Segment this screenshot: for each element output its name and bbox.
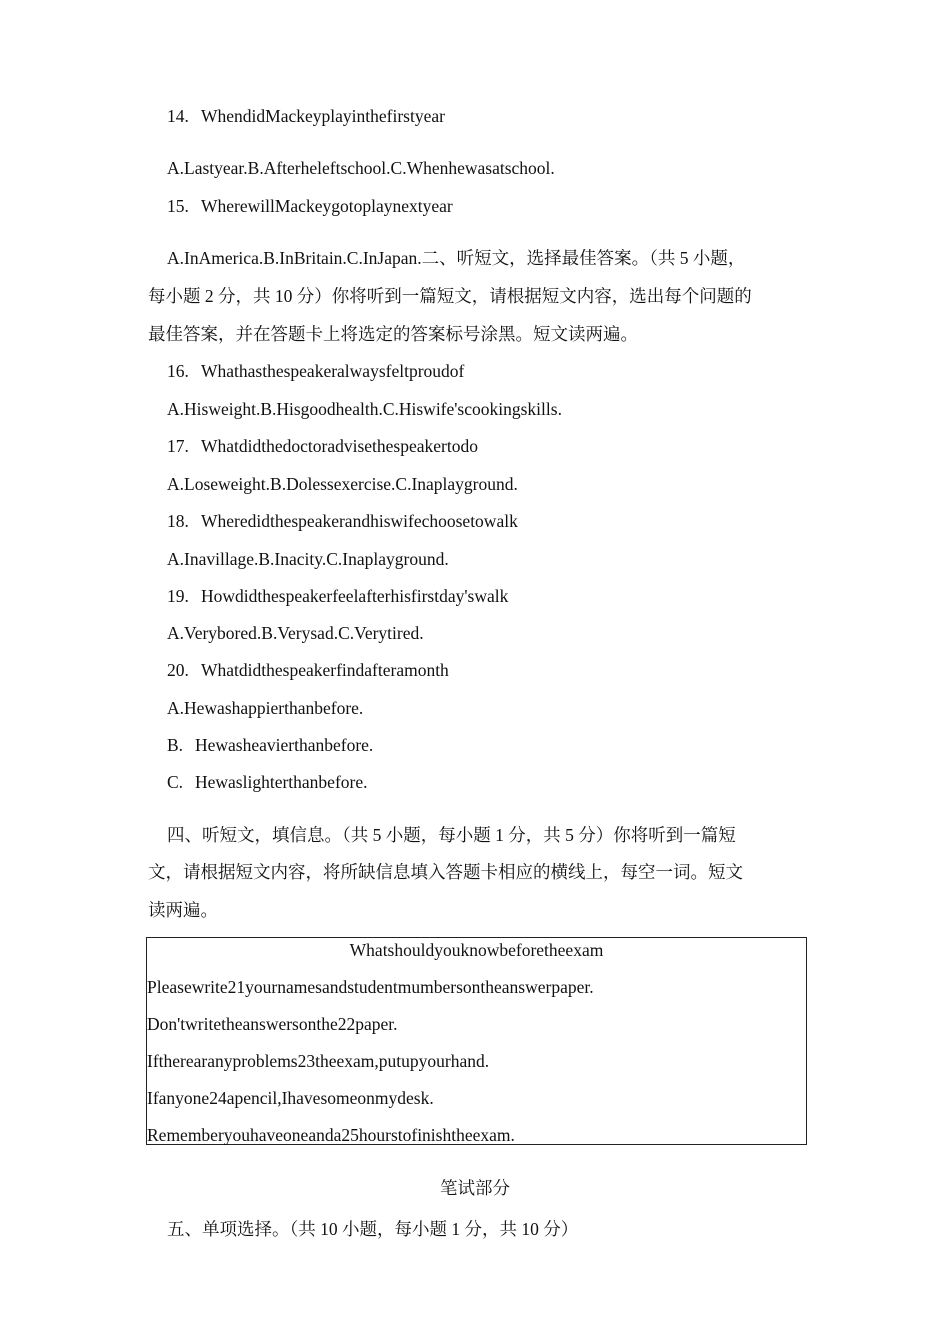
section-4-line2: 文，请根据短文内容，将所缺信息填入答题卡相应的横线上，每空一词。短文 — [148, 862, 743, 882]
option-label: B. — [167, 735, 184, 755]
question-text: Howdidthespeakerfeelafterhisfirstday'swalk — [201, 586, 509, 606]
question-number: 19. — [167, 586, 189, 606]
notice-row: Rememberyouhaveoneanda25hourstofinishtheexam. — [147, 1125, 515, 1145]
question-18-options: A.Inavillage.B.Inacity.C.Inaplayground. — [167, 549, 449, 569]
written-part-heading: 笔试部分 — [440, 1178, 510, 1198]
question-18 — [167, 511, 518, 532]
question-15-options-with-section2 — [167, 245, 745, 270]
section-2-intro-line1: 二、听短文，选择最佳答案。（共 5 小题， — [421, 248, 746, 268]
section-2-intro-line2: 每小题 2 分，共 10 分）你将听到一篇短文，请根据短文内容，选出每个问题的 — [148, 286, 752, 306]
section-4-line1: 四、听短文，填信息。（共 5 小题，每小题 1 分，共 5 分）你将听到一篇短 — [167, 825, 736, 845]
section-5-heading: 五、单项选择。（共 10 小题，每小题 1 分，共 10 分） — [167, 1219, 579, 1239]
question-17 — [167, 436, 478, 457]
question-15-options: A.InAmerica.B.InBritain.C.InJapan. — [167, 248, 422, 268]
question-20 — [167, 660, 449, 681]
question-14-options: A.Lastyear.B.Afterheleftschool.C.Whenhewasatschool. — [167, 158, 555, 178]
question-number: 18. — [167, 511, 189, 531]
question-text: WherewillMackeygotoplaynextyear — [201, 196, 453, 216]
question-number: 17. — [167, 436, 189, 456]
question-number: 14. — [167, 106, 189, 126]
notice-row: Iftherearanyproblems23theexam,putupyourhand. — [147, 1051, 490, 1071]
notice-row: Don'twritetheanswersonthe22paper. — [147, 1014, 398, 1034]
option-label: C. — [167, 772, 184, 792]
question-text: Whathasthespeakeralwaysfeltproudof — [201, 361, 465, 381]
question-17-options: A.Loseweight.B.Dolessexercise.C.Inaplayground. — [167, 474, 518, 494]
question-text: Wheredidthespeakerandhiswifechoosetowalk — [201, 511, 518, 531]
question-16 — [167, 361, 464, 382]
question-number: 20. — [167, 660, 189, 680]
question-number: 16. — [167, 361, 189, 381]
question-text: Whatdidthespeakerfindafteramonth — [201, 660, 449, 680]
notice-row: Pleasewrite21yournamesandstudentmumbersontheanswerpaper. — [147, 977, 594, 997]
question-15 — [167, 196, 453, 217]
question-20-option-c — [167, 772, 368, 793]
question-20-option-a: A.Hewashappierthanbefore. — [167, 698, 364, 718]
question-19-options: A.Verybored.B.Verysad.C.Verytired. — [167, 623, 424, 643]
question-14 — [167, 106, 445, 127]
section-2-intro-line3: 最佳答案，并在答题卡上将选定的答案标号涂黑。短文读两遍。 — [148, 324, 638, 344]
question-20-option-b — [167, 735, 373, 756]
notice-row: Ifanyone24apencil,Ihavesomeonmydesk. — [147, 1088, 434, 1108]
question-text: WhendidMackeyplayinthefirstyear — [201, 106, 445, 126]
notice-box-title: Whatshouldyouknowbeforetheexam — [349, 940, 604, 960]
option-text: Hewasheavierthanbefore. — [195, 735, 374, 755]
option-text: Hewaslighterthanbefore. — [195, 772, 368, 792]
section-4-line3: 读两遍。 — [148, 900, 218, 920]
question-text: Whatdidthedoctoradvisethespeakertodo — [201, 436, 478, 456]
question-19 — [167, 586, 508, 607]
notice-box — [146, 937, 807, 1145]
question-16-options: A.Hisweight.B.Hisgoodhealth.C.Hiswife'scookingskills. — [167, 399, 562, 419]
question-number: 15. — [167, 196, 189, 216]
